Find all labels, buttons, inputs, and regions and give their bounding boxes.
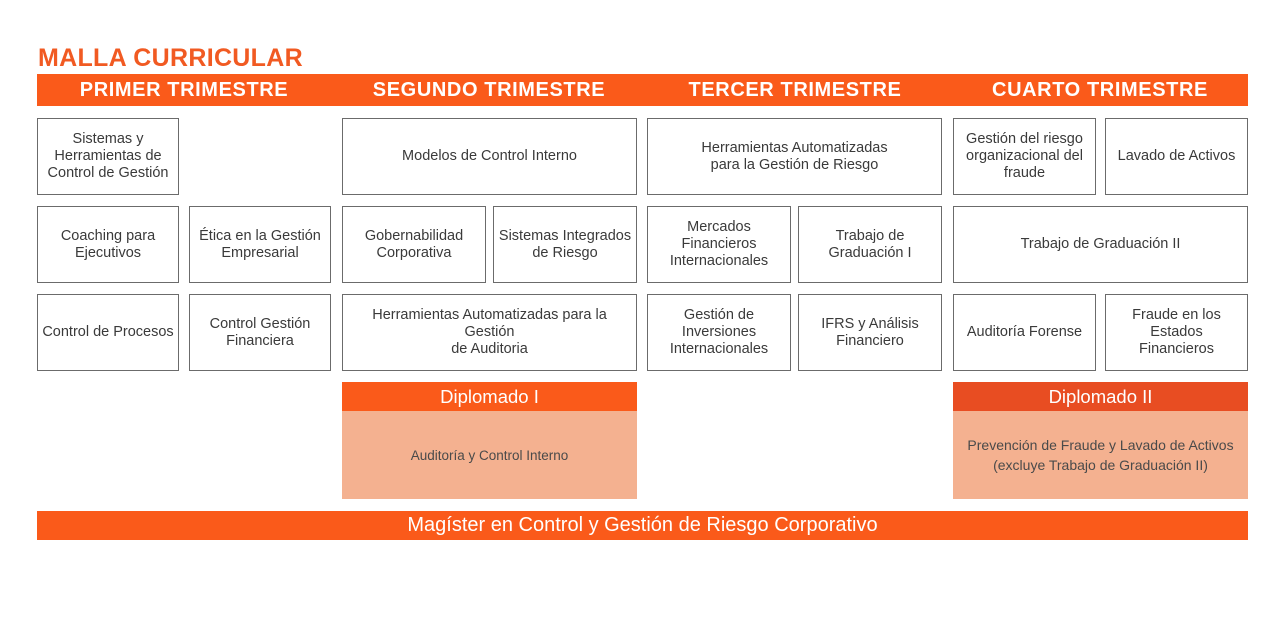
- course-sistemas-integrados-riesgo: Sistemas Integrados de Riesgo: [493, 206, 637, 283]
- trimester-header-4: CUARTO TRIMESTRE: [992, 79, 1208, 101]
- trimester-header-3: TERCER TRIMESTRE: [688, 79, 902, 101]
- course-coaching-ejecutivos: Coaching para Ejecutivos: [37, 206, 179, 283]
- course-etica-gestion-empresarial: Ética en la Gestión Empresarial: [189, 206, 331, 283]
- course-gestion-riesgo-fraude: Gestión del riesgo organizacional del fraude: [953, 118, 1096, 195]
- diploma-2-content: Prevención de Fraude y Lavado de Activos (excluye Trabajo de Graduación II): [953, 411, 1248, 499]
- trimester-header-2: SEGUNDO TRIMESTRE: [372, 79, 606, 101]
- diploma-1-header: Diplomado I: [342, 382, 637, 411]
- course-fraude-estados-financieros: Fraude en los Estados Financieros: [1105, 294, 1248, 371]
- page-title: MALLA CURRICULAR: [38, 44, 303, 72]
- course-trabajo-graduacion-2: Trabajo de Graduación II: [953, 206, 1248, 283]
- course-sistemas-herramientas-control-gestion: Sistemas y Herramientas de Control de Gestión: [37, 118, 179, 195]
- course-modelos-control-interno: Modelos de Control Interno: [342, 118, 637, 195]
- course-ifrs-analisis-financiero: IFRS y Análisis Financiero: [798, 294, 942, 371]
- course-control-procesos: Control de Procesos: [37, 294, 179, 371]
- course-mercados-financieros: Mercados Financieros Internacionales: [647, 206, 791, 283]
- course-auditoria-forense: Auditoría Forense: [953, 294, 1096, 371]
- trimester-header-bar: [37, 74, 1248, 106]
- program-footer-bar: Magíster en Control y Gestión de Riesgo Corporativo: [37, 511, 1248, 540]
- course-control-gestion-financiera: Control Gestión Financiera: [189, 294, 331, 371]
- course-herramientas-auditoria: Herramientas Automatizadas para la Gestión de Auditoria: [342, 294, 637, 371]
- trimester-header-1: PRIMER TRIMESTRE: [79, 79, 289, 101]
- course-gobernabilidad-corporativa: Gobernabilidad Corporativa: [342, 206, 486, 283]
- diploma-2-header: Diplomado II: [953, 382, 1248, 411]
- diploma-1-content: Auditoría y Control Interno: [342, 411, 637, 499]
- course-lavado-activos: Lavado de Activos: [1105, 118, 1248, 195]
- course-trabajo-graduacion-1: Trabajo de Graduación I: [798, 206, 942, 283]
- course-gestion-inversiones: Gestión de Inversiones Internacionales: [647, 294, 791, 371]
- course-herramientas-gestion-riesgo: Herramientas Automatizadas para la Gestión de Riesgo: [647, 118, 942, 195]
